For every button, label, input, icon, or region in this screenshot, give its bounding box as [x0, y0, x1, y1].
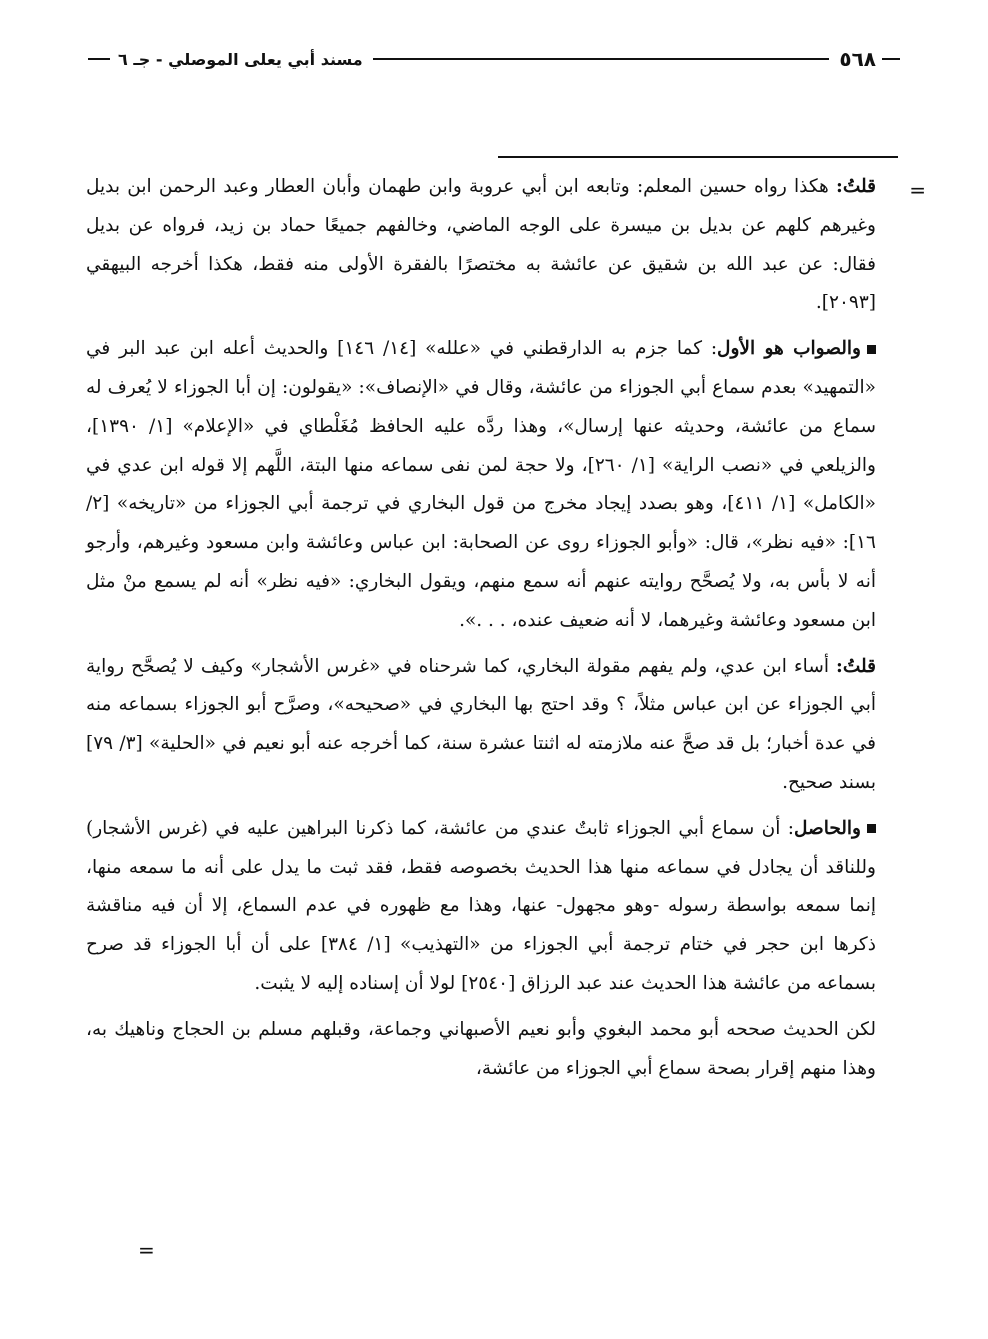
paragraph-keyword: والصواب هو الأول [717, 338, 861, 360]
paragraph-qultu-1 [86, 168, 876, 323]
continuation-end-mark: = [138, 1238, 155, 1262]
paragraph-text: : كما جزم به الدارقطني في «علله» [١٤/ ١٤٦] والحديث أعله ابن عبد البر في «التمهيد» بعدم سماع أبي الجوزاء من عائشة، وقال في «الإنصاف»: «يقولون: إن أبا الجوزاء لا يُعرف له سماع من عائشة، وحديثه عنها إرسال»، وهذا ردَّه عليه الحافظ مُغَلْطاي في «الإعلام» [١/ ١٣٩٠]، والزيلعي في «نصب الراية» [١/ ٢٦٠]، ولا حجة لمن نفى سماعه منها البتة، اللَّهم إلا قوله ابن عدي في «الكامل» [١/ ٤١١]، وهو بصدد إيجاد مخرج من قول البخاري في ترجمة أبي الجوزاء من «تاريخه» [٢/ ١٦]: «فيه نظر»، قال: «وأبو الجوزاء روى عن الصحابة: ابن عباس وعائشة وابن مسعود وغيرهم، وأرجو أنه لا بأس به، ولا يُصحَّح روايته عنهم أنه سمع منهم، ويقول البخاري: «فيه نظر» أنه لم يسمع منْ مثل ابن مسعود وعائشة وغيرهما، لا أنه ضعيف عنده، . . .». [86, 338, 877, 631]
continuation-start-mark: = [909, 178, 926, 202]
footnote-separator [498, 156, 898, 158]
paragraph-keyword: والحاصل [793, 817, 861, 839]
paragraph-qultu-2 [86, 648, 876, 803]
paragraph-hasil [86, 810, 876, 1004]
square-bullet-icon [867, 824, 876, 833]
header-lead-dash [882, 58, 900, 60]
paragraph-text: هكذا رواه حسين المعلم: وتابعه ابن أبي عروبة وابن طهمان وأبان العطار وعبد الرحمن ابن بديل وغيرهم كلهم عن بديل بن ميسرة على الوجه الماضي، وخالفهم جميعًا حماد بن زيد، فرواه عن بديل فقال: عن عبد الله بن شقيق عن عائشة به مختصرًا بالفقرة الأولى منه فقط، هكذا أخرجه البيهقي [٢٠٩٣]. [86, 176, 876, 314]
square-bullet-icon [867, 345, 876, 354]
paragraph-text: : أن سماع أبي الجوزاء ثابتٌ عندي من عائشة، كما ذكرنا البراهين عليه في (غرس الأشجار) وللناقد أن يجادل في سماعه منها هذا الحديث بخصوصه فقط، فقد ثبت ما يدل على أنه ما سمعه منها، إنما سمعه بواسطة رسوله -وهو مجهول- عنها، وهذا مع ظهوره في عدم السماع، إلا أن فيه مناقشة ذكرها ابن حجر في ختام ترجمة أبي الجوزاء من «التهذيب» [١/ ٣٨٤] على أن أبا الجوزاء قد صرح بسماعه من عائشة هذا الحديث عند عبد الرزاق [٢٥٤٠] لولا أن إسناده إليه لا يثبت. [86, 817, 876, 994]
paragraph-lakin [86, 1011, 876, 1089]
paragraph-keyword: قلتُ: [836, 655, 876, 677]
header-tail-dash [88, 58, 110, 60]
running-title: مسند أبي يعلى الموصلي - جـ ٦ [118, 49, 363, 69]
page-number: ٥٦٨ [839, 47, 876, 71]
paragraph-keyword: قلتُ: [836, 176, 876, 197]
paragraph-sawab [86, 330, 876, 640]
footnote-body [86, 168, 876, 1095]
paragraph-text: أساء ابن عدي، ولم يفهم مقولة البخاري، كما شرحناه في «غرس الأشجار» وكيف لا يُصحَّح رواية أبي الجوزاء عن ابن عباس مثلاً، ؟ وقد احتج بها البخاري في «صحيحه»، وصرَّح أبو الجوزاء بسماعه منه في عدة أخبار؛ بل قد صحَّ عنه ملازمته له اثنتا عشرة سنة، كما أخرجه عنه أبو نعيم في «الحلية» [٣/ ٧٩] بسند صحيح. [86, 655, 876, 793]
header-rule [373, 58, 830, 60]
paragraph-text: لكن الحديث صححه أبو محمد البغوي وأبو نعيم الأصبهاني وجماعة، وقبلهم مسلم بن الحجاج وناهيك به، وهذا منهم إقرار بصحة سماع أبي الجوزاء من عائشة، [86, 1018, 876, 1079]
page-header [88, 42, 900, 76]
